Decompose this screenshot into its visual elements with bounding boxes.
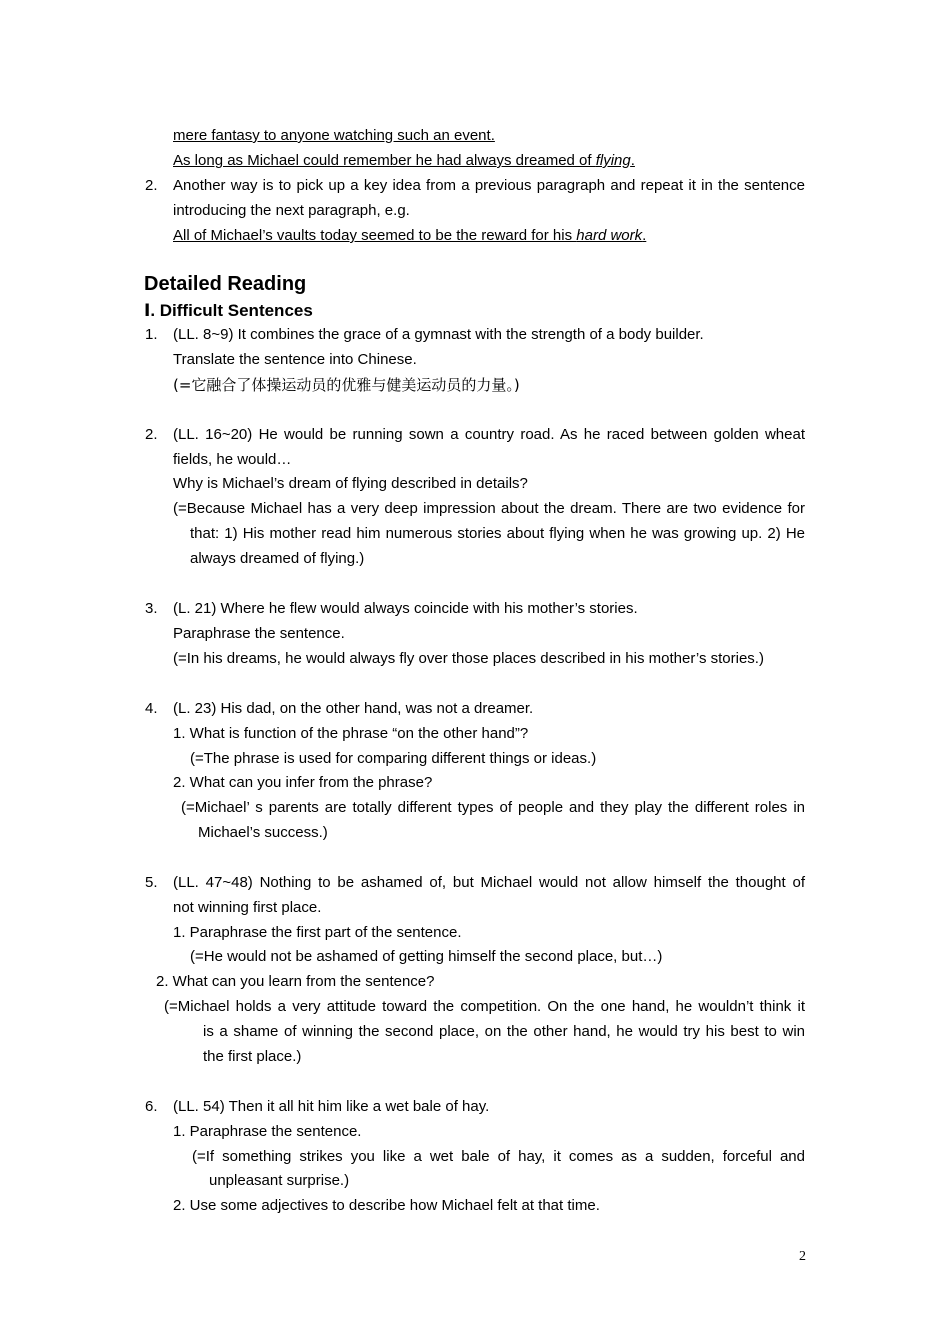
sentence-4-line-1: (L. 23) His dad, on the other hand, was not a dreamer. [173, 700, 534, 717]
sentence-6-line-2: 1. Paraphrase the sentence. [173, 1123, 362, 1140]
list-number: 3. [145, 600, 158, 617]
sentence-2-line-5: that: 1) His mother read him numerous stories about flying when he was growing up. 2) He [190, 525, 805, 542]
sentence-6-line-1: (LL. 54) Then it all hit him like a wet bale of hay. [173, 1098, 490, 1115]
sentence-2-line-4: (=Because Michael has a very deep impression about the dream. There are two evidence for [173, 500, 805, 517]
sentence-5-line-4: (=He would not be ashamed of getting himself the second place, but…) [190, 948, 663, 965]
list-number: 2. [145, 426, 158, 443]
intro-item2-line-3-text: All of Michael’s vaults today seemed to be the reward for his [173, 227, 577, 244]
sentence-4-line-6: Michael’s success.) [198, 824, 328, 841]
sentence-3-line-3: (=In his dreams, he would always fly over those places described in his mother’s stories.) [173, 650, 764, 667]
intro-line-1: mere fantasy to anyone watching such an event. [173, 127, 495, 144]
sentence-4-line-2: 1. What is function of the phrase “on the other hand”? [173, 725, 529, 742]
sentence-5-line-6: (=Michael holds a very attitude toward the competition. On the one hand, he wouldn’t think it [164, 998, 805, 1015]
sentence-3-line-2: Paraphrase the sentence. [173, 625, 345, 642]
intro-item2-line-3 [173, 227, 646, 245]
intro-line-2-emphasis: flying [595, 152, 631, 169]
intro-item2-line-3-emphasis: hard work [576, 227, 643, 244]
sentence-6-line-5: 2. Use some adjectives to describe how Michael felt at that time. [173, 1197, 600, 1214]
section-subtitle: Ⅰ. Difficult Sentences [144, 301, 313, 320]
sentence-5-line-7: is a shame of winning the second place, on the other hand, he would try his best to win [203, 1023, 805, 1040]
intro-item2-line-3-end: . [642, 227, 647, 244]
sentence-4-line-5: (=Michael’ s parents are totally different types of people and they play the different roles in [181, 799, 805, 816]
list-number: 5. [145, 874, 158, 891]
intro-item2-line-2: introducing the next paragraph, e.g. [173, 202, 410, 219]
sentence-6-line-3: (=If something strikes you like a wet bale of hay, it comes as a sudden, forceful and [192, 1148, 805, 1165]
sentence-1-line-2: Translate the sentence into Chinese. [173, 351, 417, 368]
sentence-3-line-1: (L. 21) Where he flew would always coincide with his mother’s stories. [173, 600, 638, 617]
intro-line-2-end: . [630, 152, 635, 169]
sentence-4-line-4: 2. What can you infer from the phrase? [173, 774, 433, 791]
list-number: 2. [145, 177, 158, 194]
sentence-5-line-3: 1. Paraphrase the first part of the sentence. [173, 924, 462, 941]
list-number: 4. [145, 700, 158, 717]
sentence-5-line-8: the first place.) [203, 1048, 302, 1065]
list-number: 6. [145, 1098, 158, 1115]
sentence-5-line-2: not winning first place. [173, 899, 322, 916]
section-title: Detailed Reading [144, 273, 307, 295]
sentence-1-line-3: (=它融合了体操运动员的优雅与健美运动员的力量。) [173, 376, 520, 394]
sentence-5-line-1: (LL. 47~48) Nothing to be ashamed of, but Michael would not allow himself the thought of [173, 874, 805, 891]
intro-line-2-text: As long as Michael could remember he had always dreamed of [173, 152, 596, 169]
intro-item2-line-1: Another way is to pick up a key idea from a previous paragraph and repeat it in the sentence [173, 177, 805, 194]
page-number: 2 [799, 1249, 806, 1264]
sentence-2-line-2: fields, he would… [173, 451, 292, 468]
list-number: 1. [145, 326, 158, 343]
sentence-2-line-6: always dreamed of flying.) [190, 550, 365, 567]
sentence-1-line-1: (LL. 8~9) It combines the grace of a gymnast with the strength of a body builder. [173, 326, 704, 343]
sentence-6-line-4: unpleasant surprise.) [209, 1172, 350, 1189]
sentence-2-line-3: Why is Michael’s dream of flying described in details? [173, 475, 528, 492]
sentence-4-line-3: (=The phrase is used for comparing different things or ideas.) [190, 750, 597, 767]
intro-line-2 [173, 152, 635, 170]
sentence-2-line-1: (LL. 16~20) He would be running sown a country road. As he raced between golden wheat [173, 426, 805, 443]
sentence-5-line-5: 2. What can you learn from the sentence? [156, 973, 435, 990]
